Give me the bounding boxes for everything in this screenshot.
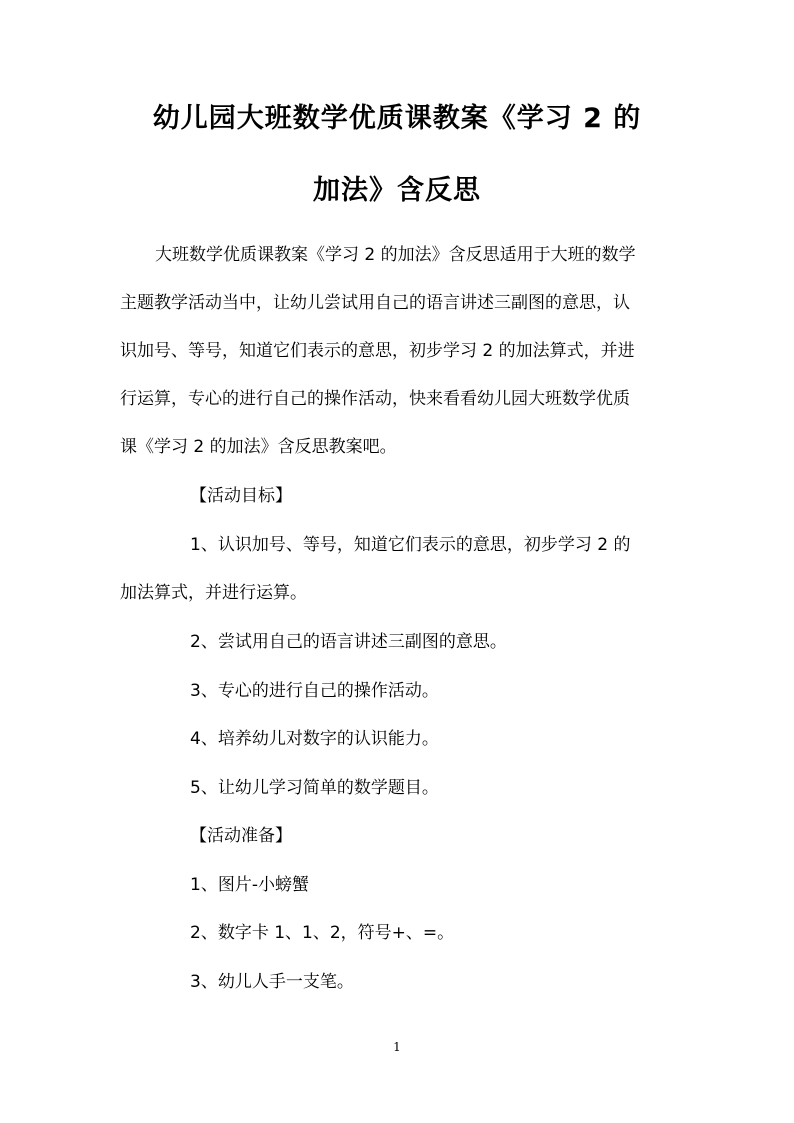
preparation-item-1: 1、图片-小螃蟹 bbox=[190, 875, 309, 895]
intro-line-5: 课《学习 2 的加法》含反思教案吧。 bbox=[120, 437, 397, 457]
preparation-item-2: 2、数字卡 1、1、2，符号+、=。 bbox=[190, 923, 455, 943]
intro-line-1: 大班数学优质课教案《学习 2 的加法》含反思适用于大班的数学 bbox=[155, 245, 636, 265]
goal-item-1-line-2: 加法算式，并进行运算。 bbox=[120, 583, 307, 603]
document-title-line-2: 加法》含反思 bbox=[313, 175, 481, 206]
goal-item-4: 4、培养幼儿对数字的认识能力。 bbox=[190, 729, 439, 749]
document-title-line-1: 幼儿园大班数学优质课教案《学习 2 的 bbox=[152, 103, 642, 134]
goal-item-3: 3、专心的进行自己的操作活动。 bbox=[190, 681, 439, 701]
intro-line-4: 行运算，专心的进行自己的操作活动，快来看看幼儿园大班数学优质 bbox=[120, 389, 630, 409]
goal-item-1-line-1: 1、认识加号、等号，知道它们表示的意思，初步学习 2 的 bbox=[190, 535, 631, 555]
goal-item-5: 5、让幼儿学习简单的数学题目。 bbox=[190, 778, 439, 798]
page-number: 1 bbox=[393, 1040, 401, 1054]
intro-line-3: 识加号、等号，知道它们表示的意思，初步学习 2 的加法算式，并进 bbox=[120, 341, 635, 361]
intro-line-2: 主题教学活动当中，让幼儿尝试用自己的语言讲述三副图的意思，认 bbox=[120, 293, 630, 313]
goal-item-2: 2、尝试用自己的语言讲述三副图的意思。 bbox=[190, 632, 507, 652]
preparation-heading: 【活动准备】 bbox=[190, 826, 292, 846]
preparation-item-3: 3、幼儿人手一支笔。 bbox=[190, 972, 354, 992]
goals-heading: 【活动目标】 bbox=[190, 486, 292, 506]
